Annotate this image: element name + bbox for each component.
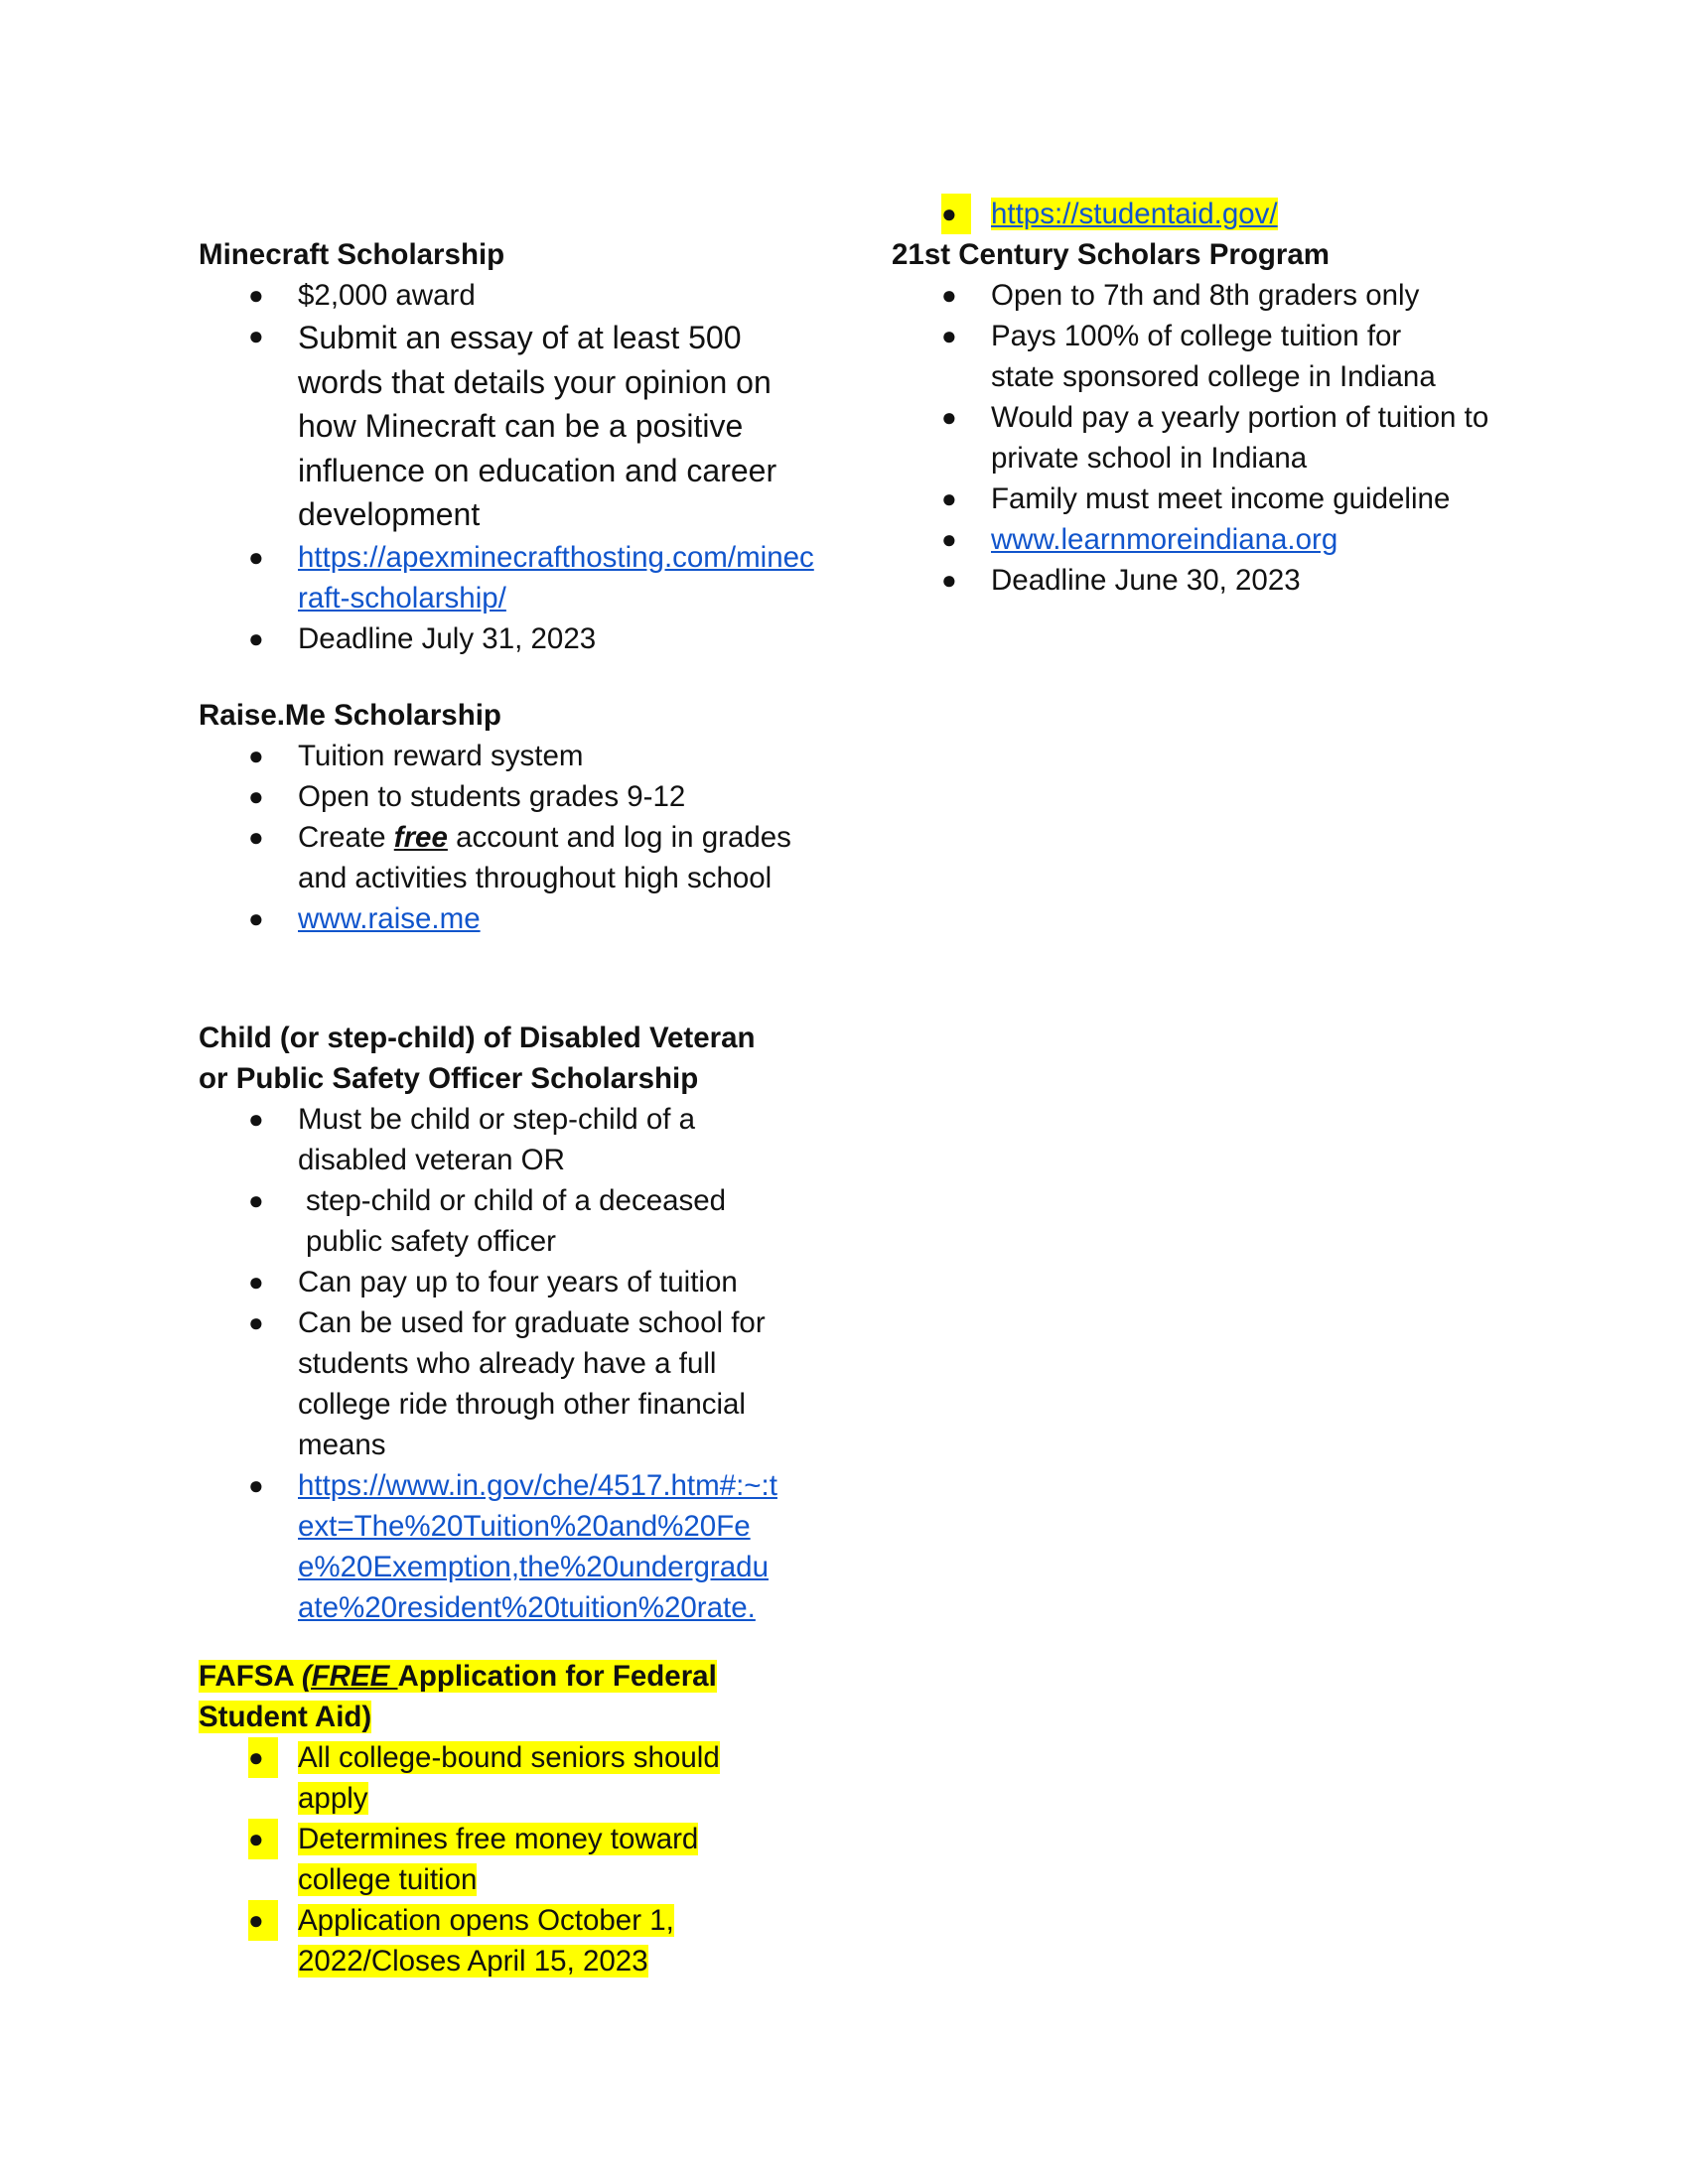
fafsa-title-rest: Application for Federal Student Aid) [199, 1660, 717, 1733]
fafsa-section [199, 1656, 755, 1981]
list-item: ● Must be child or step-child of a disabled veteran OR [199, 1099, 784, 1180]
raiseme-scholarship-section [199, 695, 814, 939]
fafsa-link-continuation [892, 194, 1507, 234]
list-item [199, 898, 814, 939]
bullet-list [199, 275, 814, 659]
list-item: ● Submit an essay of at least 500 words that details your opinion on how Minecraft can be a positive influence on education and career development [199, 316, 814, 537]
bullet-list [199, 1099, 784, 1628]
bullet-icon: ● [941, 565, 957, 595]
fafsa-title-emphasis: (FREE [301, 1660, 398, 1693]
veteran-scholarship-link[interactable]: https://www.in.gov/che/4517.htm#:~:text=The%20Tuition%20and%20Fee%20Exemption,the%20undergraduate%20resident%20tuition%20rate. [298, 1469, 777, 1624]
section-heading: Child (or step-child) of Disabled Veteran or Public Safety Officer Scholarship [199, 1022, 756, 1095]
bullet-icon: ● [248, 280, 264, 310]
bullet-icon: ● [248, 1819, 278, 1859]
list-item: ● Family must meet income guideline [892, 478, 1507, 519]
bullet-icon: ● [248, 622, 264, 653]
list-item: ● Determines free money toward college tuition [199, 1819, 755, 1900]
list-item: ● Open to students grades 9-12 [199, 776, 814, 817]
list-item: ● Can be used for graduate school for students who already have a full college ride through other financial means [199, 1302, 784, 1465]
bullet-icon: ● [248, 781, 264, 811]
fafsa-title-prefix: FAFSA [199, 1660, 302, 1693]
bullet-icon: ● [941, 402, 957, 432]
section-heading: 21st Century Scholars Program [892, 238, 1331, 271]
list-item [892, 519, 1507, 560]
bullet-icon: ● [941, 280, 957, 310]
list-item: ● Would pay a yearly portion of tuition to private school in Indiana [892, 397, 1507, 478]
bullet-icon: ● [248, 1470, 264, 1500]
list-item: ● Deadline June 30, 2023 [892, 560, 1507, 601]
bullet-icon: ● [248, 1307, 264, 1337]
scholars-program-section [892, 234, 1507, 601]
list-item: ● Application opens October 1, 2022/Closes April 15, 2023 [199, 1900, 755, 1981]
bullet-icon: ● [248, 1104, 264, 1134]
bullet-icon: ● [941, 194, 971, 234]
bullet-icon: ● [248, 1185, 264, 1215]
bullet-icon: ● [248, 1267, 264, 1297]
bullet-icon: ● [248, 541, 264, 572]
bullet-icon: ● [248, 321, 264, 350]
bullet-icon: ● [941, 524, 957, 554]
bullet-icon: ● [248, 1900, 278, 1941]
section-heading [199, 1656, 755, 1737]
raiseme-link[interactable]: www.raise.me [298, 902, 481, 935]
bullet-icon: ● [248, 903, 264, 933]
bullet-list [892, 275, 1507, 601]
bullet-list [892, 194, 1507, 234]
list-item [199, 537, 814, 618]
section-heading: Raise.Me Scholarship [199, 699, 501, 732]
list-item: ● Pays 100% of college tuition for state sponsored college in Indiana [892, 316, 1507, 397]
free-emphasis: free [393, 821, 448, 854]
learnmoreindiana-link[interactable]: www.learnmoreindiana.org [991, 523, 1338, 556]
bullet-list [199, 1737, 755, 1981]
list-item: ● Tuition reward system [199, 736, 814, 776]
list-item: ● step-child or child of a deceased public safety officer [199, 1180, 784, 1262]
veteran-scholarship-section [199, 1018, 784, 1628]
section-heading: Minecraft Scholarship [199, 238, 505, 271]
list-item [199, 1465, 784, 1628]
studentaid-link[interactable]: https://studentaid.gov/ [991, 198, 1278, 230]
bullet-icon: ● [941, 321, 957, 350]
bullet-icon: ● [248, 822, 264, 852]
bullet-icon: ● [248, 741, 264, 770]
list-item: ● All college-bound seniors should apply [199, 1737, 755, 1819]
list-item: ● $2,000 award [199, 275, 814, 316]
list-item: ● Deadline July 31, 2023 [199, 618, 814, 659]
minecraft-scholarship-section [199, 234, 814, 659]
bullet-icon: ● [941, 483, 957, 513]
list-item: ● Can pay up to four years of tuition [199, 1262, 784, 1302]
list-item [892, 194, 1507, 234]
list-item: ● Create free account and log in grades and activities throughout high school [199, 817, 814, 898]
minecraft-scholarship-link[interactable]: https://apexminecrafthosting.com/minecraft-scholarship/ [298, 540, 814, 614]
list-item: ● Open to 7th and 8th graders only [892, 275, 1507, 316]
bullet-icon: ● [248, 1737, 278, 1778]
bullet-list [199, 736, 814, 939]
